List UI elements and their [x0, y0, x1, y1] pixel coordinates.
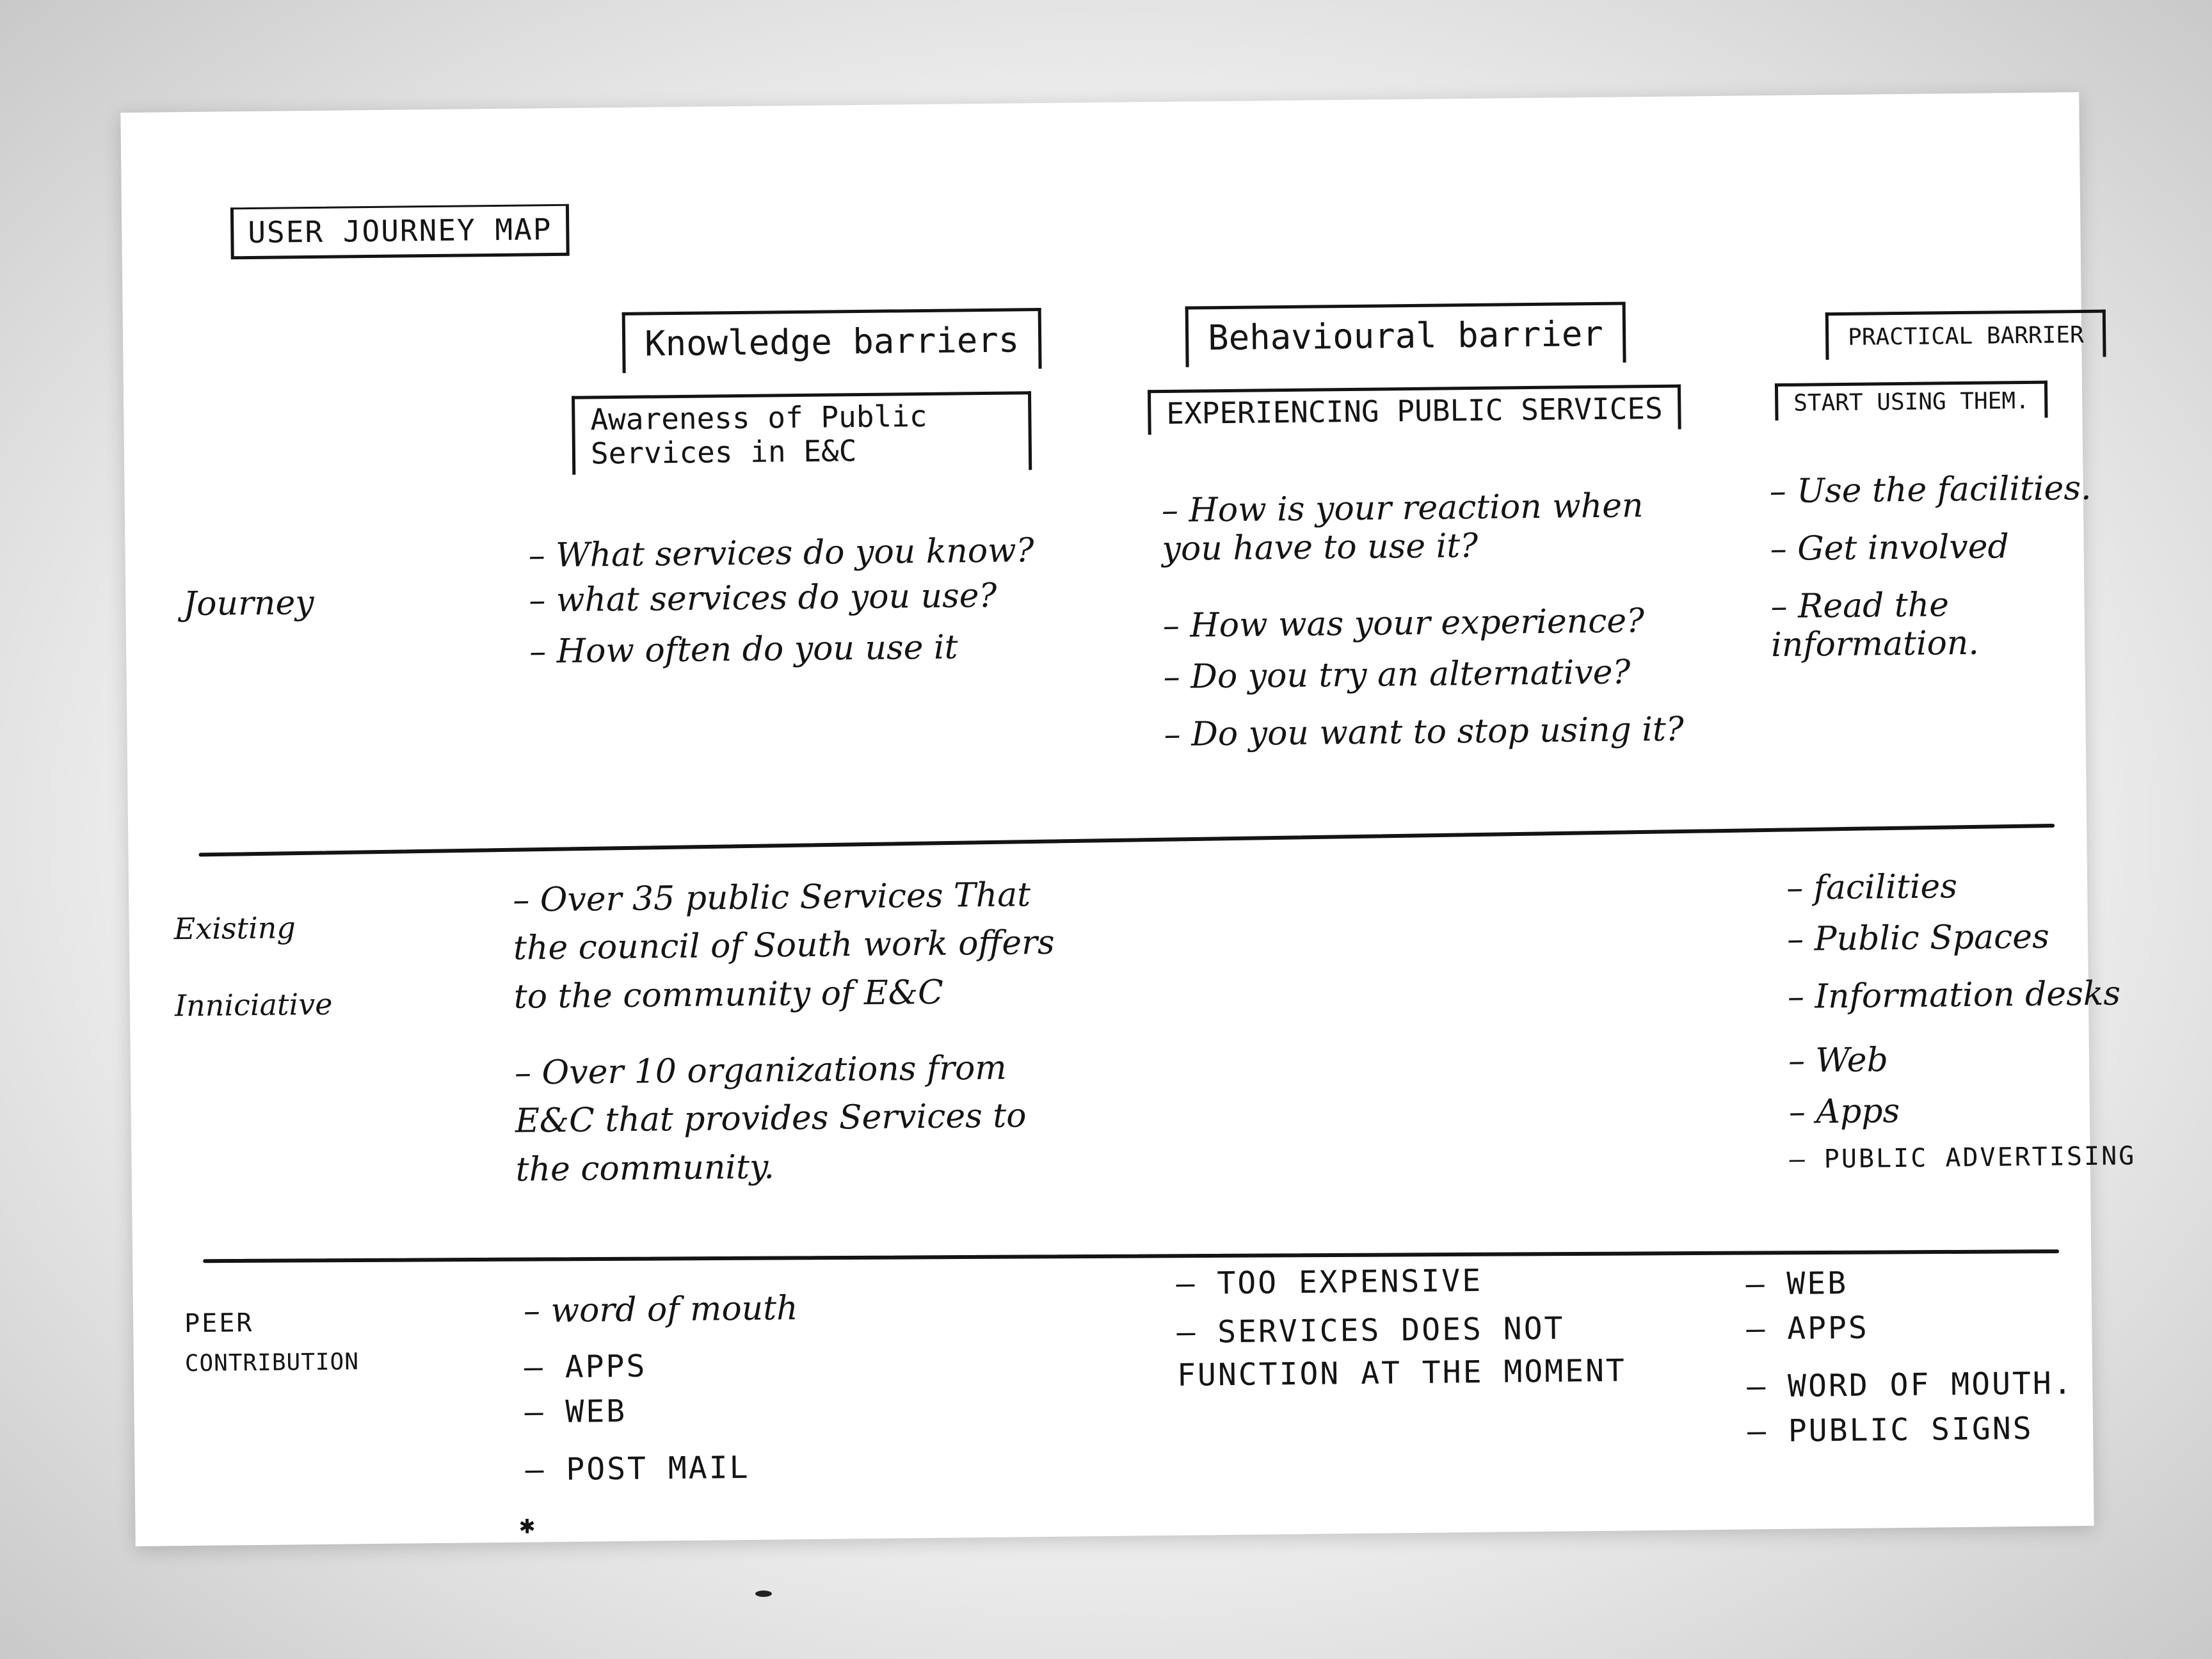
- list-item: – TOO EXPENSIVE: [1176, 1263, 1482, 1302]
- column-heading-knowledge: Knowledge barriers: [622, 308, 1042, 373]
- row-divider: [203, 1249, 2059, 1263]
- list-item: – APPS: [524, 1349, 647, 1386]
- list-item: – POST MAIL: [525, 1450, 749, 1488]
- list-item: – Do you try an alternative?: [1163, 653, 1630, 696]
- row-label-contribution: CONTRIBUTION: [184, 1349, 360, 1377]
- row-label-peer: PEER: [184, 1308, 254, 1339]
- column-subheading-knowledge: Awareness of Public Services in E&C: [572, 391, 1032, 474]
- row-divider: [198, 824, 2055, 857]
- list-item: – WEB: [1745, 1266, 1848, 1302]
- list-item: – Read the information.: [1770, 585, 2065, 664]
- list-item: – Over 35 public Services That the council of South work offers to the community of E&C: [513, 870, 1090, 1022]
- paper-sheet: [120, 92, 2136, 1546]
- column-heading-behavioural: Behavioural barrier: [1185, 301, 1626, 367]
- list-item: – Information desks: [1788, 975, 2121, 1016]
- list-item: – Get involved: [1770, 528, 2009, 569]
- list-item: – APPS: [1746, 1311, 1869, 1347]
- list-item: – what services do you use?: [529, 577, 997, 620]
- list-item: – What services do you know?: [528, 532, 1034, 575]
- list-item: – WEB: [524, 1394, 627, 1431]
- list-item: – facilities: [1786, 868, 1957, 908]
- row-label-existing: Existing: [173, 910, 296, 947]
- list-item: – Public Spaces: [1787, 918, 2049, 959]
- column-subheading-behavioural: EXPERIENCING PUBLIC SERVICES: [1148, 385, 1681, 435]
- list-item: – Use the facilities.: [1769, 470, 2091, 511]
- list-item: – Do you want to stop using it?: [1164, 711, 1684, 755]
- table-speck: [755, 1591, 772, 1597]
- list-item: – PUBLIC SIGNS: [1747, 1411, 2033, 1450]
- list-item: – Over 10 organizations from E&C that provides Services to the community.: [515, 1043, 1092, 1194]
- row-label-initiative: Inniciative: [174, 986, 333, 1023]
- scribble-mark: ✱: [519, 1510, 535, 1540]
- column-subheading-practical: START USING THEM.: [1775, 381, 2048, 421]
- list-item: – PUBLIC ADVERTISING: [1789, 1141, 2136, 1174]
- page-title: USER JOURNEY MAP: [230, 204, 570, 259]
- list-item: – WORD OF MOUTH.: [1747, 1366, 2074, 1405]
- row-label-journey: Journey: [183, 583, 314, 624]
- list-item: – How often do you use it: [529, 629, 958, 671]
- list-item: – Web: [1788, 1041, 1888, 1080]
- list-item: – How is your reaction when you have to use it?: [1162, 486, 1687, 568]
- list-item: – Apps: [1789, 1093, 1900, 1132]
- list-item: – SERVICES DOES NOT FUNCTION AT THE MOMENT: [1176, 1306, 1663, 1397]
- list-item: – How was your experience?: [1163, 602, 1645, 646]
- list-item: – word of mouth: [524, 1290, 798, 1331]
- column-heading-practical: PRACTICAL BARRIER: [1825, 310, 2106, 360]
